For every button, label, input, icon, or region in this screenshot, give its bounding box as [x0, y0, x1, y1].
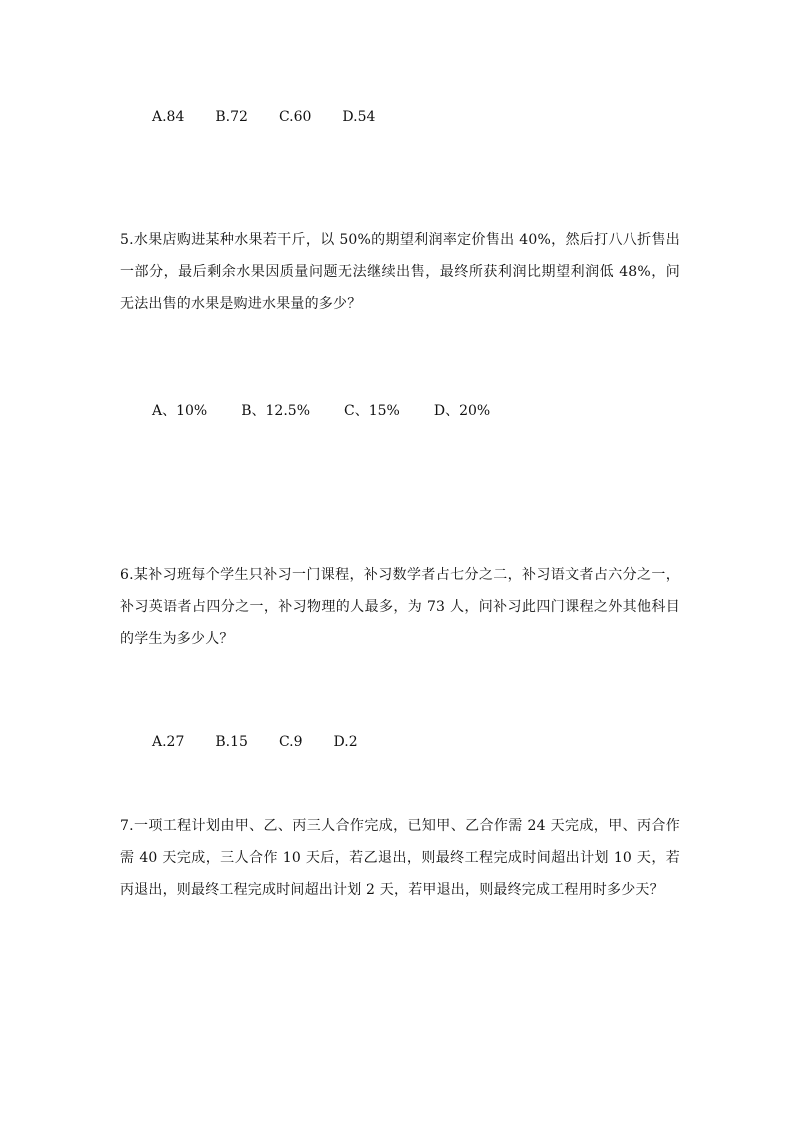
- q6-options: [152, 734, 389, 750]
- q5-options: [152, 400, 524, 420]
- q6-text: 6.某补习班每个学生只补习一门课程，补习数学者占七分之二，补习语文者占六分之一，补习英语者占四分之一，补习物理的人最多，为 73 人，问补习此四门课程之外其他科目的学生为多少人？: [120, 567, 680, 647]
- q6-option-b: B.15: [215, 734, 248, 750]
- q7-text: 7.一项工程计划由甲、乙、丙三人合作完成，已知甲、乙合作需 24 天完成，甲、丙合作需 40 天完成，三人合作 10 天后，若乙退出，则最终工程完成时间超出计划 10 天，若丙退出，则最终工程完成时间超出计划 2 天，若甲退出，则最终完成工程用时多少天？: [120, 818, 680, 898]
- q5-option-d: D、20%: [433, 403, 491, 419]
- q6-option-c: C.9: [278, 734, 303, 750]
- q5-option-b: B、12.5%: [241, 403, 310, 419]
- q6-option-d: D.2: [333, 734, 358, 750]
- q6-option-a: A.27: [152, 734, 185, 750]
- q4-option-a: A.84: [152, 109, 185, 125]
- q5-option-a: A、10%: [152, 403, 208, 419]
- q5-text: 5.水果店购进某种水果若干斤，以 50%的期望利润率定价售出 40%，然后打八八折售出一部分，最后剩余水果因质量问题无法继续出售，最终所获利润比期望利润低 48%，问无法出售的水果是购进水果量的多少？: [120, 232, 680, 312]
- q4-option-b: B.72: [215, 109, 248, 125]
- q5-option-c: C、15%: [344, 403, 400, 419]
- q4-option-c: C.60: [278, 109, 312, 125]
- q4-option-d: D.54: [342, 109, 376, 125]
- q4-options: [152, 109, 406, 125]
